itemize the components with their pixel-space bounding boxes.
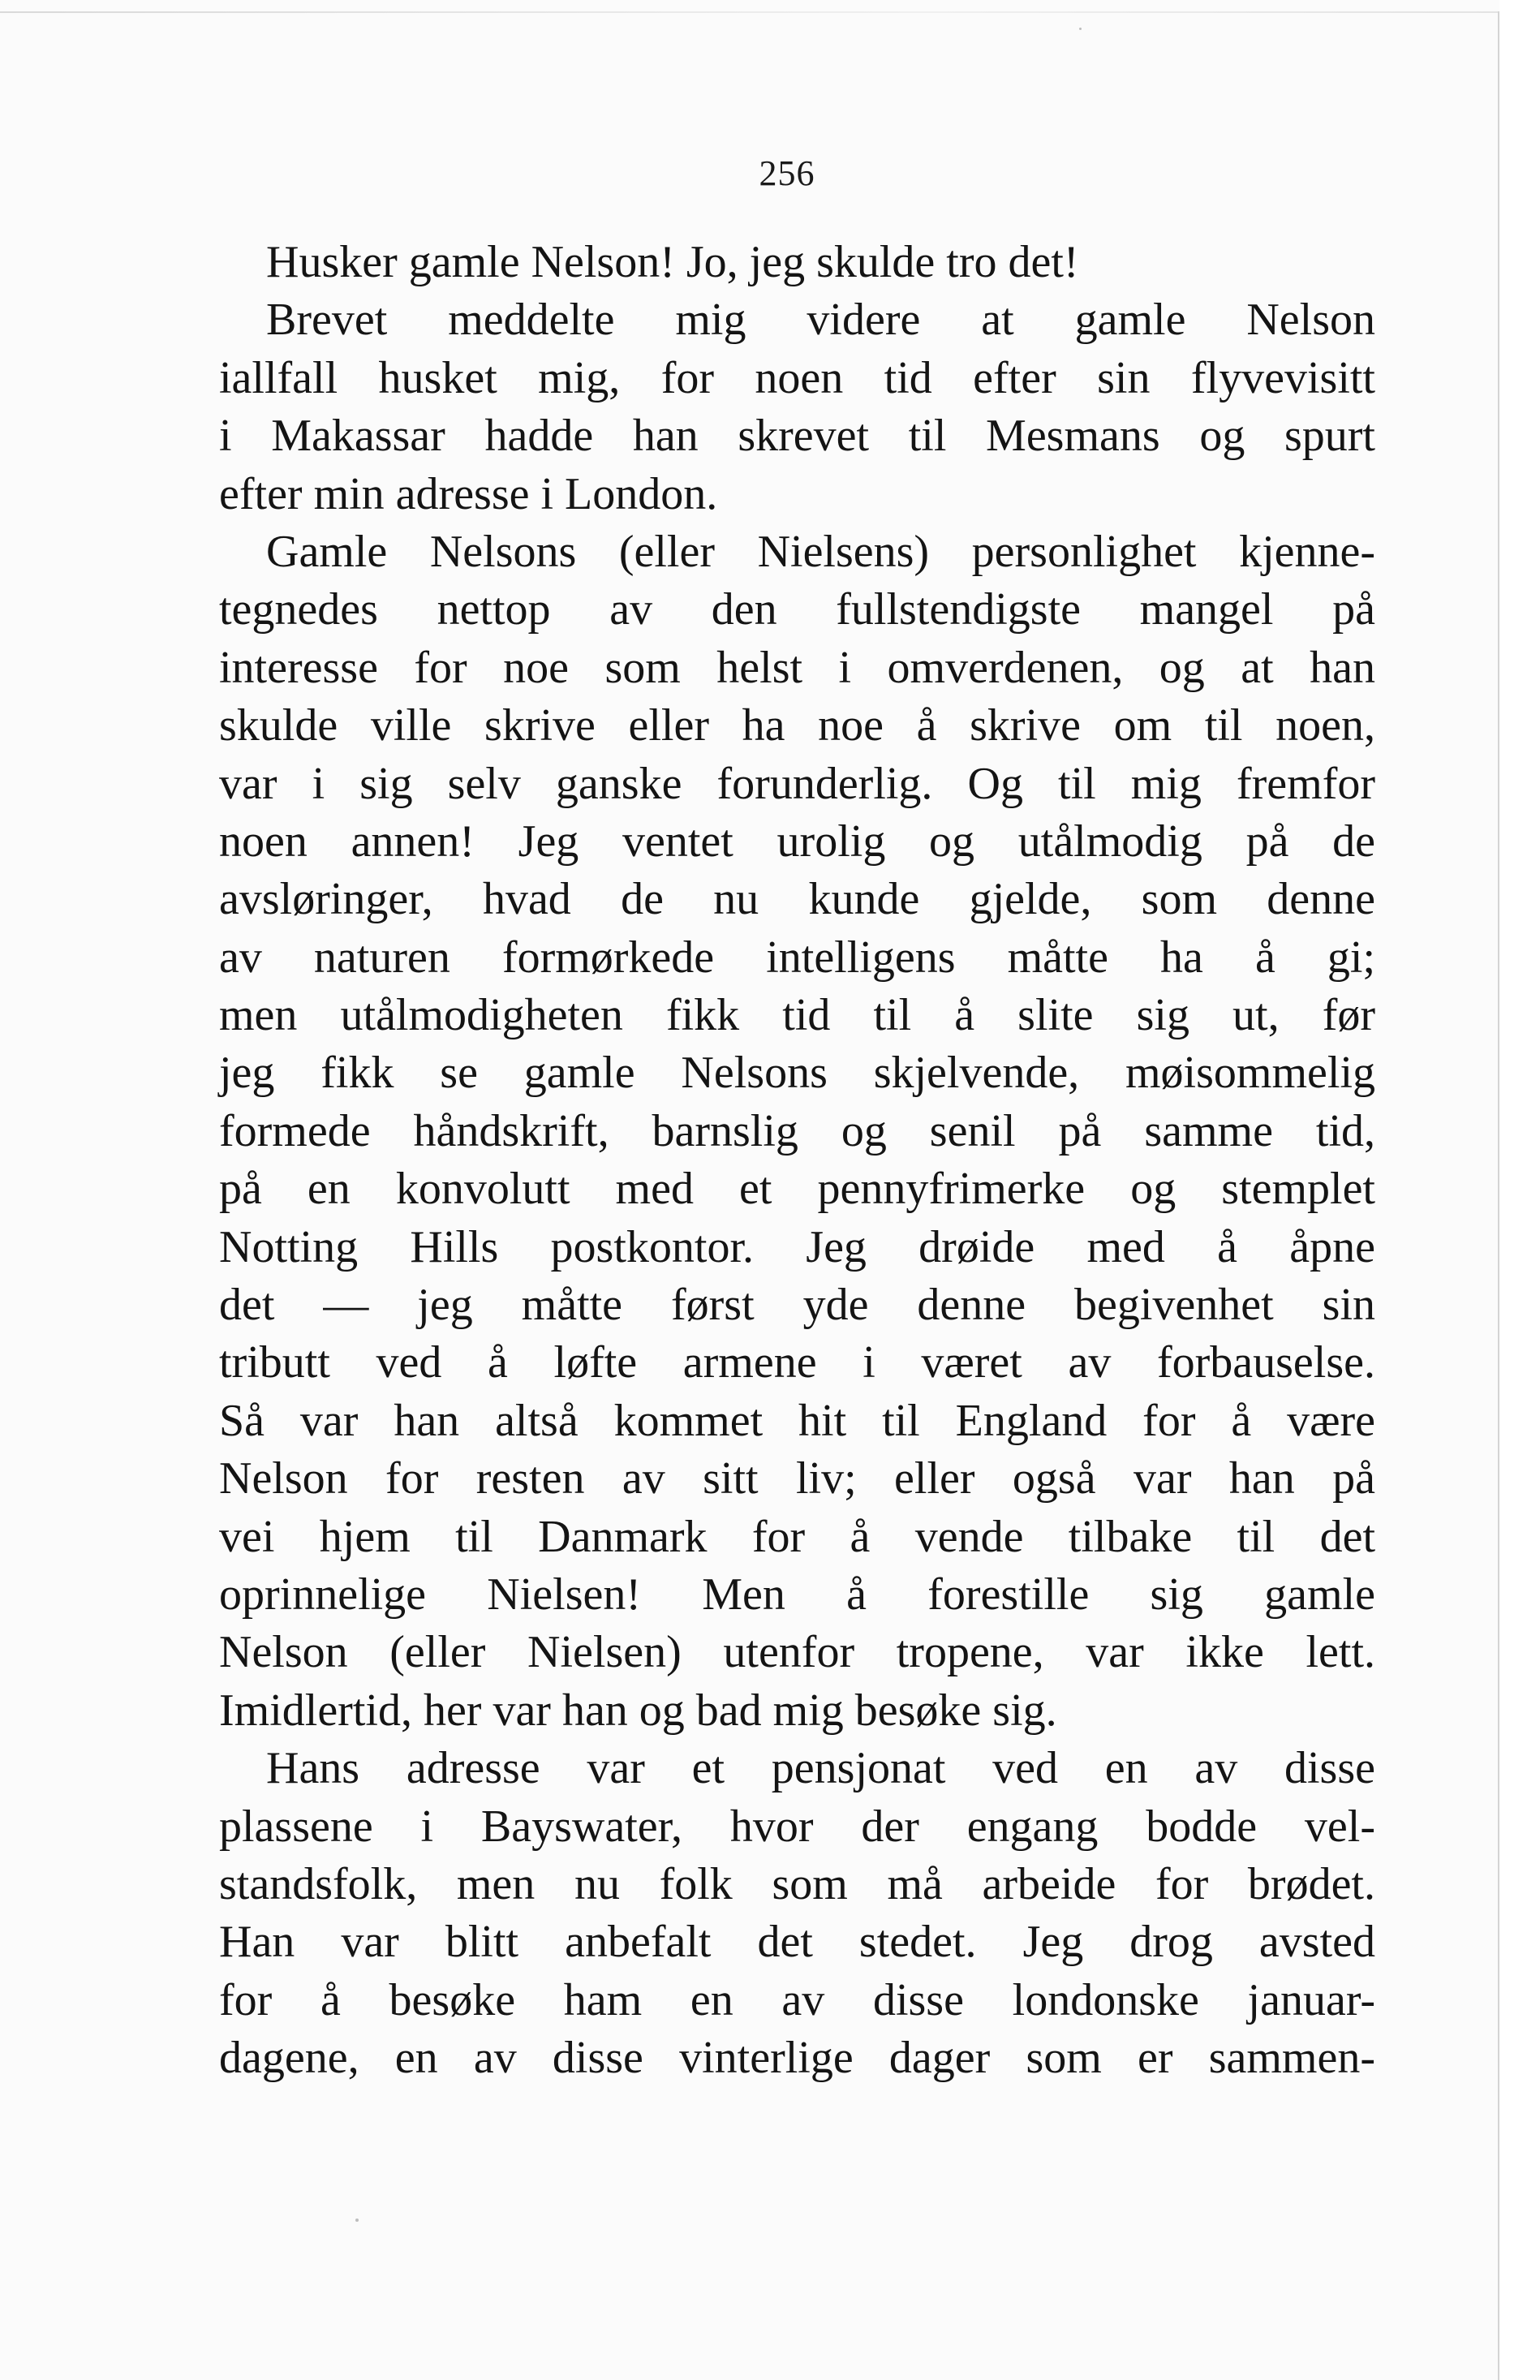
text-line: men utålmodigheten fikk tid til å slite sig ut, før: [219, 990, 1375, 1041]
text-line: oprinnelige Nielsen! Men å forestille sig gamle: [219, 1569, 1375, 1620]
text-line: Imidlertid, her var han og bad mig besøke sig.: [219, 1685, 1057, 1736]
text-line: iallfall husket mig, for noen tid efter sin flyvevisitt: [219, 352, 1375, 403]
text-line: tributt ved å løfte armene i været av forbauselse.: [219, 1337, 1375, 1388]
text-line: dagene, en av disse vinterlige dager som er sammen-: [219, 2033, 1375, 2084]
scan-margin: [1499, 0, 1540, 2380]
text-line: avsløringer, hvad de nu kunde gjelde, som denne: [219, 874, 1375, 925]
text-line: Gamle Nelsons (eller Nielsens) personlighet kjenne-: [266, 526, 1375, 577]
text-line: vei hjem til Danmark for å vende tilbake til det: [219, 1511, 1375, 1562]
page-top-edge: [0, 11, 1540, 13]
text-line: Så var han altså kommet hit til England for å være: [219, 1395, 1375, 1446]
text-line: på en konvolutt med et pennyfrimerke og stemplet: [219, 1164, 1375, 1215]
text-line: Hans adresse var et pensjonat ved en av disse: [266, 1743, 1375, 1794]
text-line: av naturen formørkede intelligens måtte ha å gi;: [219, 932, 1375, 983]
paper-speck: [1079, 28, 1082, 30]
text-line: noen annen! Jeg ventet urolig og utålmodig på de: [219, 816, 1375, 867]
text-line: det — jeg måtte først yde denne begivenhet sin: [219, 1280, 1375, 1331]
text-line: interesse for noe som helst i omverdenen, og at han: [219, 642, 1375, 693]
text-line: i Makassar hadde han skrevet til Mesmans og spurt: [219, 411, 1375, 462]
text-line: Notting Hills postkontor. Jeg drøide med å åpne: [219, 1221, 1375, 1272]
text-line: plassene i Bayswater, hvor der engang bodde vel-: [219, 1801, 1375, 1852]
page-number: 256: [759, 153, 815, 193]
text-line: skulde ville skrive eller ha noe å skrive om til noen,: [219, 700, 1375, 751]
paper-speck: [355, 2219, 359, 2222]
text-line: for å besøke ham en av disse londonske januar-: [219, 1974, 1375, 2025]
text-line: efter min adresse i London.: [219, 468, 718, 519]
text-line: Husker gamle Nelson! Jo, jeg skulde tro det!: [266, 237, 1079, 287]
text-line: Nelson (eller Nielsen) utenfor tropene, var ikke lett.: [219, 1627, 1375, 1678]
text-line: tegnedes nettop av den fullstendigste mangel på: [219, 584, 1375, 635]
text-line: Brevet meddelte mig videre at gamle Nelson: [266, 295, 1375, 346]
text-line: formede håndskrift, barnslig og senil på samme tid,: [219, 1105, 1375, 1156]
text-line: jeg fikk se gamle Nelsons skjelvende, møisommelig: [219, 1048, 1375, 1099]
text-line: var i sig selv ganske forunderlig. Og til mig fremfor: [219, 758, 1375, 809]
body-text: [219, 234, 1375, 2088]
text-line: standsfolk, men nu folk som må arbeide for brødet.: [219, 1858, 1375, 1909]
text-line: Nelson for resten av sitt liv; eller også var han på: [219, 1453, 1375, 1504]
text-line: Han var blitt anbefalt det stedet. Jeg drog avsted: [219, 1917, 1375, 1968]
